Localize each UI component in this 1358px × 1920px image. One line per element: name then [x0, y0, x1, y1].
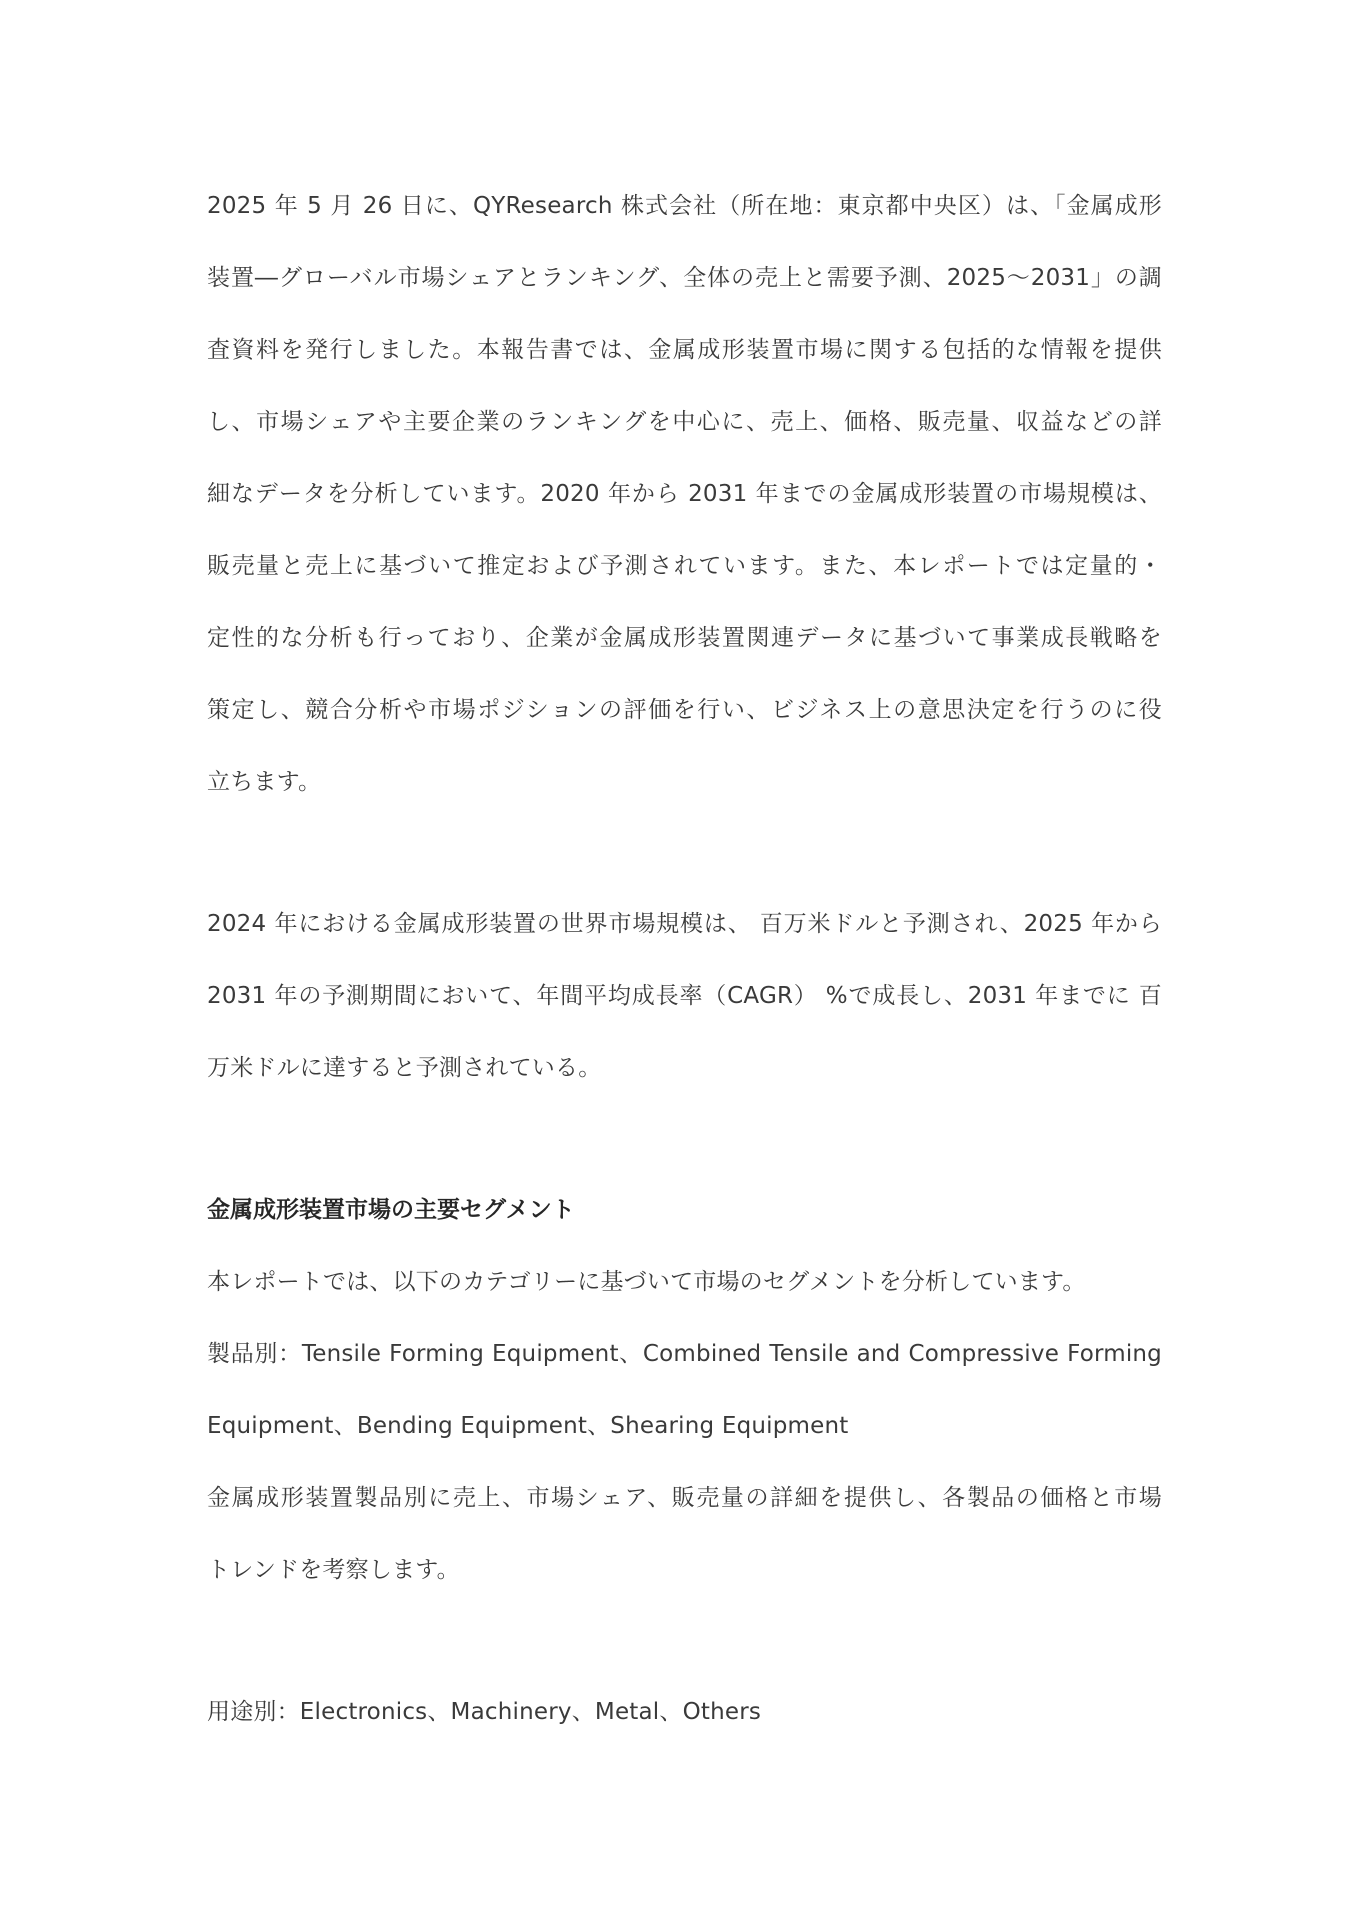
- segments-section: [207, 1174, 1162, 1748]
- text-line: 2024 年における金属成形装置の世界市場規模は、 百万米ドルと予測され、2025 年から: [207, 911, 1162, 937]
- text-line: 2031 年の予測期間において、年間平均成長率（CAGR） %で成長し、2031 年までに 百: [207, 983, 1162, 1009]
- product-segment-line: Equipment、Bending Equipment、Shearing Equipment: [207, 1413, 849, 1439]
- text-line: 定性的な分析も行っており、企業が金属成形装置関連データに基づいて事業成長戦略を: [207, 625, 1162, 651]
- text-line: 策定し、競合分析や市場ポジションの評価を行い、ビジネス上の意思決定を行うのに役: [207, 697, 1162, 723]
- text-line: 万米ドルに達すると予測されている。: [207, 1055, 602, 1081]
- text-line: 販売量と売上に基づいて推定および予測されています。また、本レポートでは定量的・: [207, 553, 1162, 579]
- paragraph-spacer: [207, 1606, 1162, 1676]
- text-line: し、市場シェアや主要企業のランキングを中心に、売上、価格、販売量、収益などの詳: [207, 409, 1162, 435]
- product-segment-line: 製品別：Tensile Forming Equipment、Combined Tensile and Compressive Forming: [207, 1341, 1162, 1367]
- product-note-line: トレンドを考察します。: [207, 1557, 460, 1583]
- section-heading: 金属成形装置市場の主要セグメント: [207, 1197, 575, 1223]
- text-line: 立ちます。: [207, 769, 322, 795]
- text-line: 2025 年 5 月 26 日に、QYResearch 株式会社（所在地：東京都中央区）は、「金属成形: [207, 193, 1162, 219]
- paragraph-spacer: [207, 1104, 1162, 1174]
- intro-paragraph: [207, 170, 1162, 818]
- text-line: 装置―グローバル市場シェアとランキング、全体の売上と需要予測、2025～2031」の調: [207, 265, 1162, 291]
- segments-intro-line: 本レポートでは、以下のカテゴリーに基づいて市場のセグメントを分析しています。: [207, 1269, 1086, 1295]
- document-body: [207, 170, 1162, 1748]
- product-note-line: 金属成形装置製品別に売上、市場シェア、販売量の詳細を提供し、各製品の価格と市場: [207, 1485, 1162, 1511]
- text-line: 細なデータを分析しています。2020 年から 2031 年までの金属成形装置の市場規模は、: [207, 481, 1162, 507]
- paragraph-spacer: [207, 818, 1162, 888]
- application-segment-line: 用途別：Electronics、Machinery、Metal、Others: [207, 1699, 762, 1725]
- text-line: 査資料を発行しました。本報告書では、金属成形装置市場に関する包括的な情報を提供: [207, 337, 1162, 363]
- market-size-paragraph: [207, 888, 1162, 1104]
